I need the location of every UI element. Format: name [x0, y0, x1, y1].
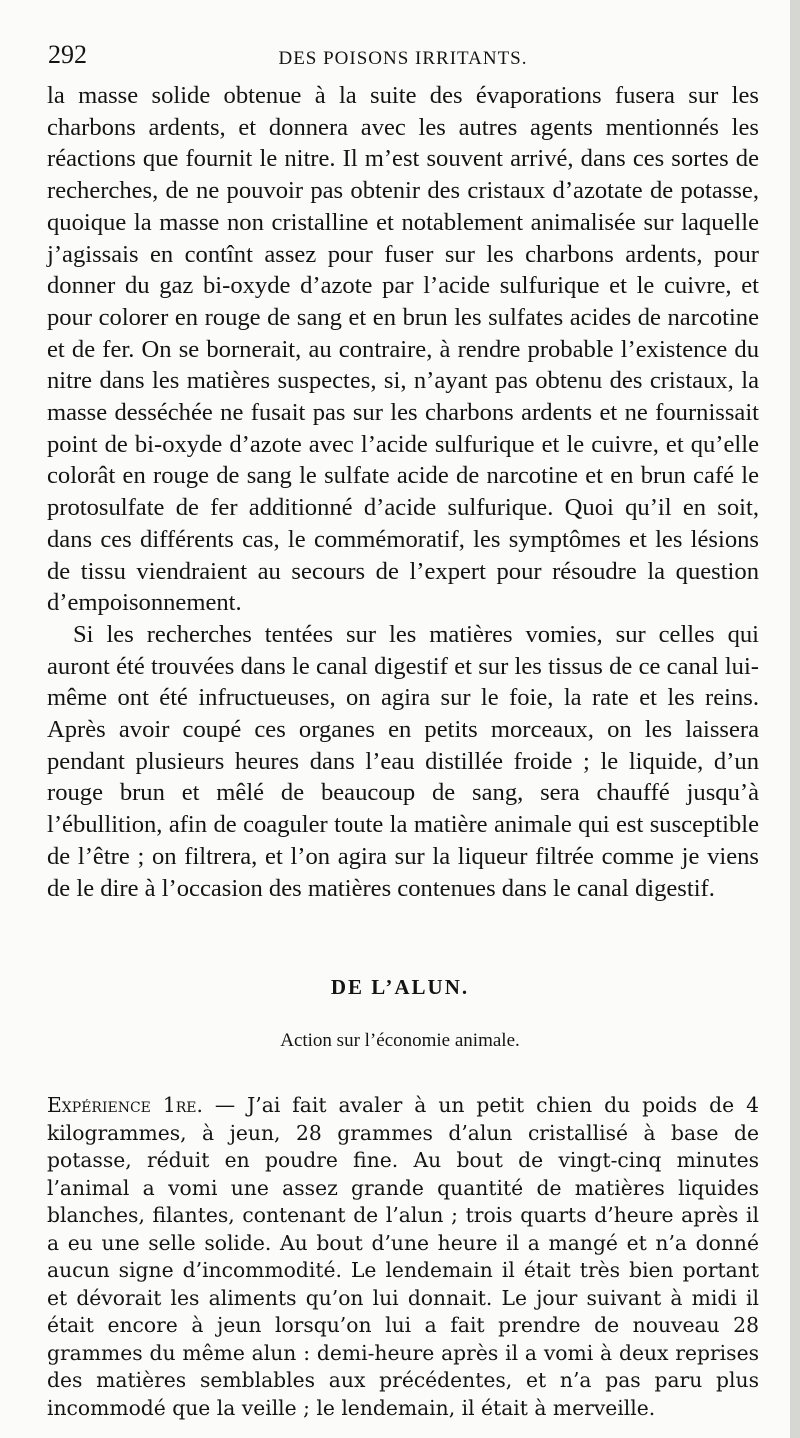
- experience-text: — J’ai fait avaler à un petit chien du poids de 4 kilogrammes, à jeun, 28 grammes d’alun cristallisé à base de potasse, réduit en poudre fine. Au bout de vingt-cinq minutes l’animal a vomi une assez grande quantité de matières liquides blanches, filantes, contenant de l’alun ; trois quarts d’heure après il a eu une selle solide. Au bout d’une heure il a mangé et n’a donné aucun signe d’incommodité. Le lendemain il était très bien portant et dévorait les aliments qu’on lui donnait. Le jour suivant à midi il était encore à jeun lorsqu’on lui a fait prendre de nouveau 28 grammes du même alun : demi-heure après il a vomi à deux reprises des matières semblables aux précédentes, et n’a pas paru plus incommodé que la veille ; le lendemain, il était à merveille.: [47, 1093, 759, 1420]
- paragraph-nitre-continued: la masse solide obtenue à la suite des évaporations fusera sur les charbons ardents, et donnera avec les autres agents mentionnés les réactions que fournit le nitre. Il m’est souvent arrivé, dans ces sortes de recherches, de ne pouvoir pas obtenir des cristaux d’azotate de potasse, quoique la masse non cristalline et notablement animalisée sur laquelle j’agissais en contînt assez pour fuser sur les charbons ardents, pour donner du gaz bi-oxyde d’azote par l’acide sulfurique et le cuivre, et pour colorer en rouge de sang et en brun les sulfates acides de narcotine et de fer. On se bornerait, au contraire, à rendre probable l’existence du nitre dans les matières suspectes, si, n’ayant pas obtenu des cristaux, la masse desséchée ne fusait pas sur les charbons ardents et ne fournissait point de bi-oxyde d’azote avec l’acide sulfurique et le cuivre, et qu’elle colorât en rouge de sang le sulfate acide de narcotine et en brun café le protosulfate de fer additionné d’acide sulfurique. Quoi qu’il en soit, dans ces différents cas, le commémoratif, les symptômes et les lésions de tissu viendraient au secours de l’expert pour résoudre la question d’empoisonnement.: [47, 82, 759, 617]
- experience-label: Expérience 1re.: [47, 1093, 203, 1117]
- page-number: 292: [48, 40, 87, 69]
- section-subtitle: Action sur l’économie animale.: [280, 1030, 520, 1051]
- section-title: DE L’ALUN.: [330, 975, 470, 999]
- main-text: [47, 80, 759, 904]
- running-head: DES POISONS IRRITANTS.: [278, 48, 528, 69]
- paragraph-organ-analysis: Si les recherches tentées sur les matières vomies, sur celles qui auront été trouvées dans le canal digestif et sur les tissus de ce canal lui-même ont été infructueuses, on agira sur le foie, la rate et les reins. Après avoir coupé ces organes en petits morceaux, on les laissera pendant plusieurs heures dans l’eau distillée froide ; le liquide, d’un rouge brun et mêlé de beaucoup de sang, sera chauffé jusqu’à l’ébullition, afin de coaguler toute la matière animale qui est susceptible de l’être ; on filtrera, et l’on agira sur la liqueur filtrée comme je viens de le dire à l’occasion des matières contenues dans le canal digestif.: [47, 620, 759, 902]
- experience-paragraph: [47, 1092, 759, 1422]
- page-edge-shadow: [790, 0, 800, 1438]
- page-header: [48, 40, 758, 74]
